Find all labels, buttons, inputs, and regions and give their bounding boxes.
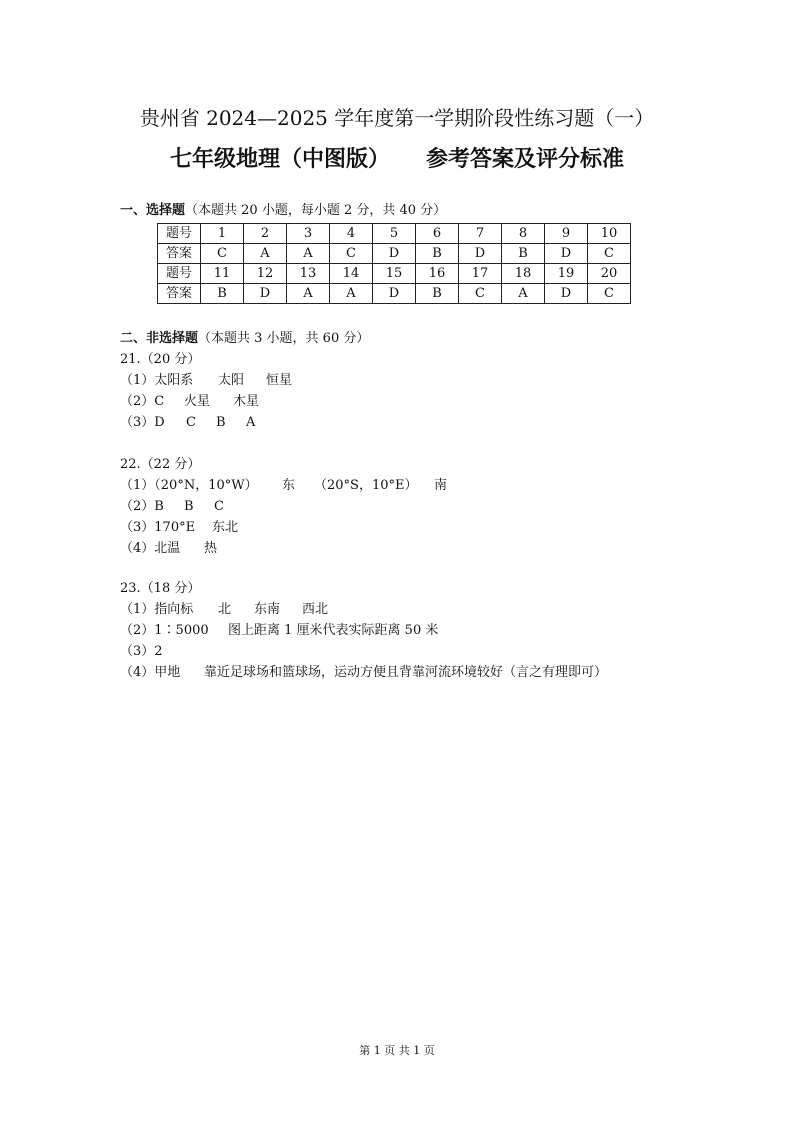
table-cell: 3	[287, 224, 330, 244]
q23-answer-4	[120, 664, 607, 682]
subtitle-answer-key: 参考答案及评分标准	[426, 146, 625, 172]
table-cell: D	[545, 244, 588, 264]
row-label: 答案	[158, 284, 201, 304]
table-cell: 14	[330, 264, 373, 284]
subtitle-grade: 七年级地理（中图版）	[169, 146, 390, 172]
table-cell: 19	[545, 264, 588, 284]
answer-part: A	[246, 415, 256, 430]
table-cell: D	[373, 284, 416, 304]
q21-answer-2	[120, 393, 259, 411]
answer-part: 北	[218, 602, 232, 617]
table-cell: 4	[330, 224, 373, 244]
answer-part: 东北	[212, 520, 239, 535]
table-cell: C	[330, 244, 373, 264]
answer-part: （1）（20°N，10°W）	[120, 478, 258, 493]
section-choice-name: 一、选择题	[120, 203, 186, 218]
answer-part: （1）太阳系	[120, 373, 194, 388]
table-cell: C	[588, 244, 631, 264]
answer-part: B	[216, 415, 226, 430]
row-label: 题号	[158, 264, 201, 284]
table-cell: 16	[416, 264, 459, 284]
table-cell: 8	[502, 224, 545, 244]
answer-part: 恒星	[266, 373, 293, 388]
table-cell: 9	[545, 224, 588, 244]
section-nonchoice-name: 二、非选择题	[120, 331, 199, 346]
answer-part: （20°S，10°E）	[314, 478, 418, 493]
q21-heading: 21.（20 分）	[120, 352, 201, 367]
table-cell: C	[201, 244, 244, 264]
table-cell: D	[244, 284, 287, 304]
q23-answer-1	[120, 601, 328, 619]
answer-part: （3）170°E	[120, 520, 196, 535]
table-cell: 2	[244, 224, 287, 244]
answer-part: 南	[434, 478, 448, 493]
section-nonchoice-desc: （本题共 3 小题，共 60 分）	[198, 331, 370, 346]
table-cell: 10	[588, 224, 631, 244]
table-cell: 17	[459, 264, 502, 284]
q23-answer-3	[120, 643, 163, 661]
table-cell: A	[287, 284, 330, 304]
table-row	[158, 224, 631, 244]
answer-part: 太阳	[218, 373, 245, 388]
table-cell: A	[502, 284, 545, 304]
q22-answer-1	[120, 477, 447, 495]
section-nonchoice-heading	[120, 330, 369, 348]
answer-part: 热	[204, 541, 218, 556]
answer-part: （4）北温	[120, 541, 181, 556]
table-cell: D	[545, 284, 588, 304]
answer-part: 靠近足球场和篮球场，运动方便且背靠河流环境较好（言之有理即可）	[204, 665, 608, 680]
table-cell: 7	[459, 224, 502, 244]
choice-answer-table	[157, 223, 631, 304]
table-cell: A	[244, 244, 287, 264]
table-row	[158, 244, 631, 264]
table-row	[158, 284, 631, 304]
q23-heading: 23.（18 分）	[120, 581, 201, 596]
q23-answer-2	[120, 622, 438, 640]
q22-answer-4	[120, 540, 217, 558]
answer-part: 东南	[254, 602, 281, 617]
answer-part: （3）2	[120, 644, 163, 659]
page-footer: 第 1 页 共 1 页	[359, 1044, 435, 1057]
answer-part: 东	[282, 478, 296, 493]
answer-part: B	[184, 499, 194, 514]
table-cell: 6	[416, 224, 459, 244]
table-cell: B	[416, 284, 459, 304]
section-choice-heading	[120, 202, 446, 220]
answer-part: （2）C	[120, 394, 165, 409]
table-cell: 13	[287, 264, 330, 284]
q22-answer-2	[120, 498, 224, 516]
table-cell: 11	[201, 264, 244, 284]
table-cell: A	[287, 244, 330, 264]
answer-part: （2）1∶5000	[120, 623, 209, 638]
table-cell: 5	[373, 224, 416, 244]
section-choice-desc: （本题共 20 小题，每小题 2 分，共 40 分）	[185, 203, 447, 218]
table-cell: B	[416, 244, 459, 264]
table-cell: C	[459, 284, 502, 304]
page-title: 贵州省 2024—2025 学年度第一学期阶段性练习题（一）	[139, 106, 655, 130]
answer-part: （2）B	[120, 499, 164, 514]
table-cell: B	[502, 244, 545, 264]
table-cell: 1	[201, 224, 244, 244]
q22-answer-3	[120, 519, 238, 537]
answer-part: C	[214, 499, 224, 514]
table-cell: D	[373, 244, 416, 264]
row-label: 答案	[158, 244, 201, 264]
answer-part: （1）指向标	[120, 602, 194, 617]
table-cell: B	[201, 284, 244, 304]
answer-part: 木星	[233, 394, 260, 409]
table-cell: A	[330, 284, 373, 304]
q21-answer-1	[120, 372, 292, 390]
answer-part: （3）D	[120, 415, 165, 430]
answer-part: 西北	[302, 602, 329, 617]
table-cell: 12	[244, 264, 287, 284]
table-row	[158, 264, 631, 284]
page-subtitle	[0, 143, 794, 175]
table-cell: D	[459, 244, 502, 264]
answer-part: 图上距离 1 厘米代表实际距离 50 米	[228, 623, 439, 638]
answer-part: C	[186, 415, 196, 430]
q21-answer-3	[120, 414, 255, 432]
table-cell: 15	[373, 264, 416, 284]
answer-part: （4）甲地	[120, 665, 181, 680]
table-cell: C	[588, 284, 631, 304]
row-label: 题号	[158, 224, 201, 244]
answer-part: 火星	[184, 394, 211, 409]
q22-heading: 22.（22 分）	[120, 457, 201, 472]
table-cell: 20	[588, 264, 631, 284]
table-cell: 18	[502, 264, 545, 284]
